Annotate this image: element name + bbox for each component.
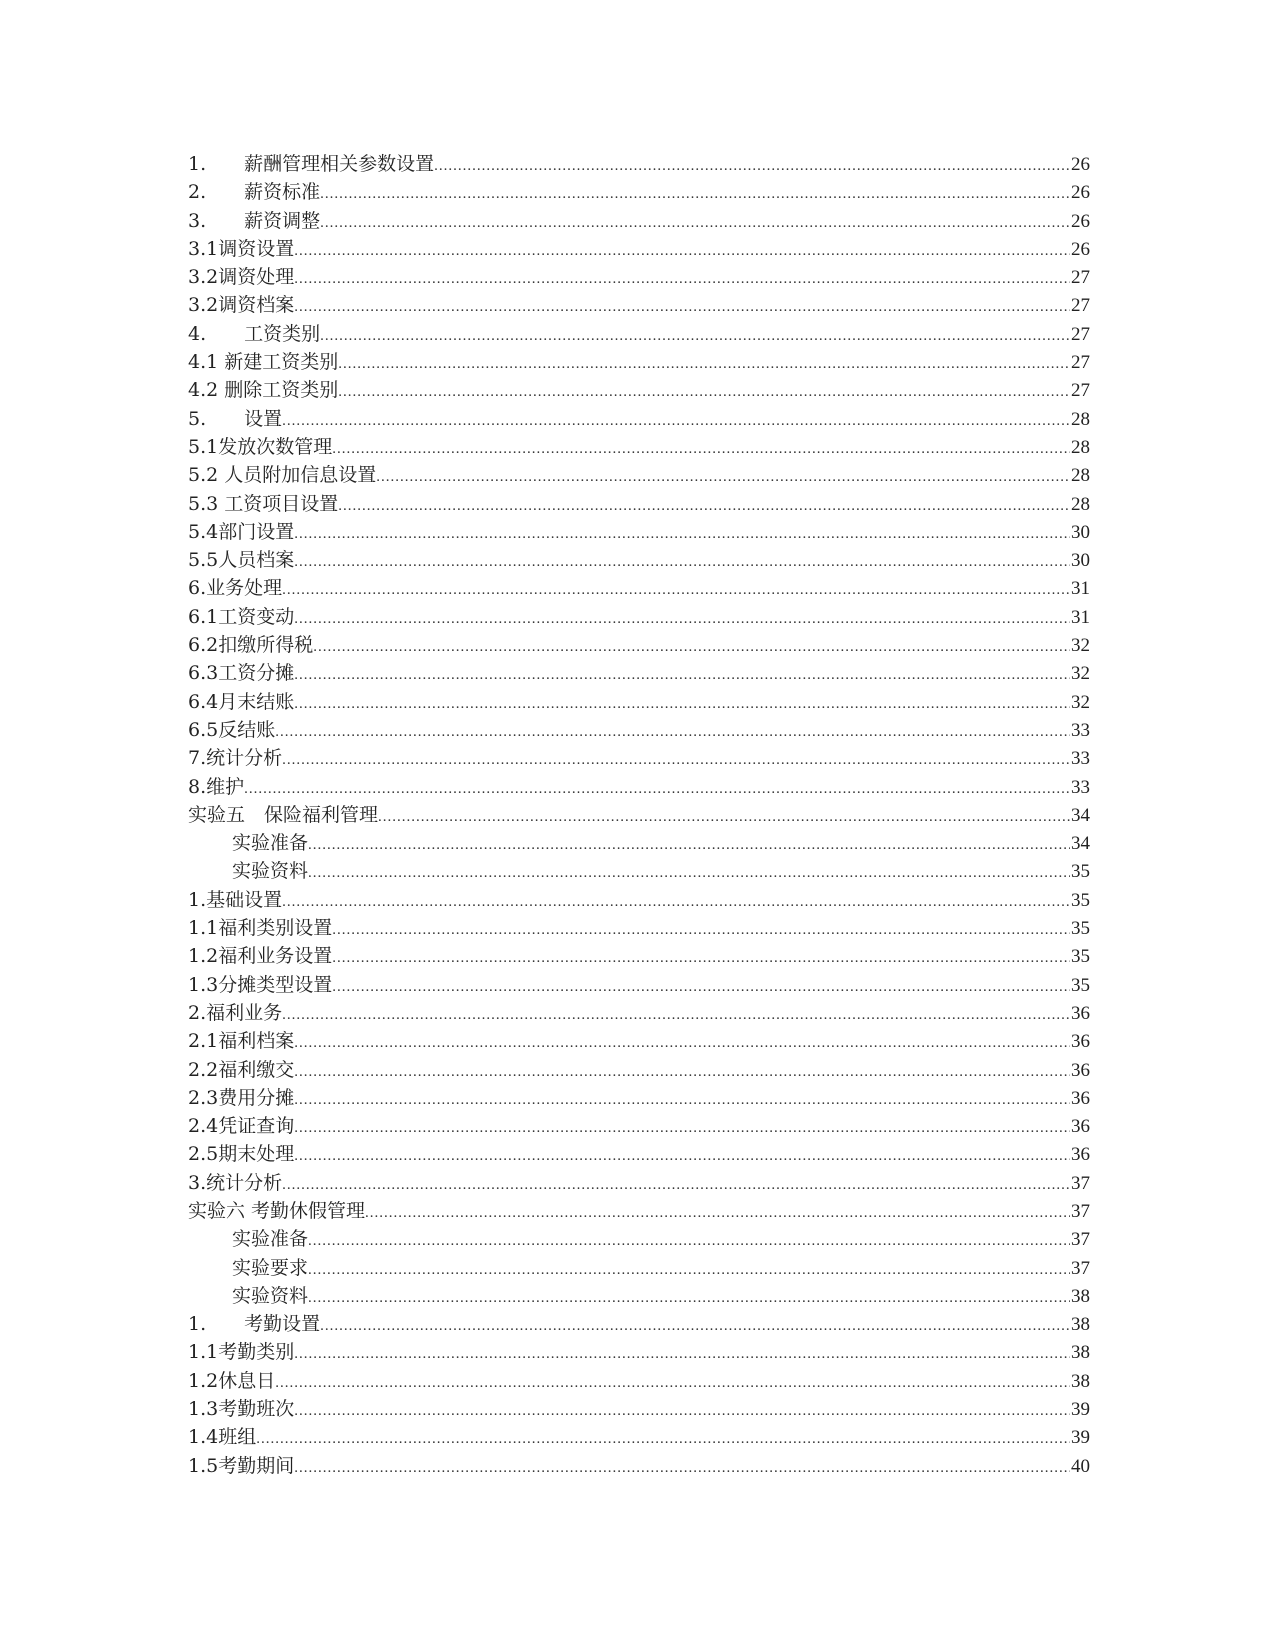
toc-entry[interactable] xyxy=(188,376,1090,404)
toc-entry-title: 3.2调资处理 xyxy=(188,266,295,289)
toc-leader-dots xyxy=(338,350,1070,378)
toc-page-number: 26 xyxy=(1071,210,1090,232)
toc-page-number: 35 xyxy=(1071,861,1090,883)
toc-page-number: 33 xyxy=(1071,776,1090,798)
toc-page-number: 30 xyxy=(1071,550,1090,572)
toc-leader-dots xyxy=(294,1454,1070,1482)
toc-leader-dots xyxy=(294,690,1070,718)
toc-leader-dots xyxy=(294,1086,1070,1114)
toc-entry[interactable] xyxy=(188,1169,1090,1197)
toc-entry-title: 2.5期末处理 xyxy=(188,1143,295,1166)
toc-entry-title: 2. 薪资标准 xyxy=(188,181,321,204)
toc-entry-title: 6.5反结账 xyxy=(188,718,276,741)
toc-leader-dots xyxy=(294,520,1070,548)
toc-entry-title: 2.1福利档案 xyxy=(188,1030,295,1053)
toc-page-number: 34 xyxy=(1071,833,1090,855)
toc-leader-dots xyxy=(308,1284,1070,1312)
toc-leader-dots xyxy=(308,1227,1070,1255)
toc-leader-dots xyxy=(282,888,1070,916)
toc-page-number: 34 xyxy=(1071,804,1090,826)
toc-entry[interactable] xyxy=(188,348,1090,376)
toc-leader-dots xyxy=(308,859,1070,887)
toc-entry-title: 4.2 删除工资类别 xyxy=(188,379,339,402)
toc-entry-title: 5.2 人员附加信息设置 xyxy=(188,464,377,487)
toc-leader-dots xyxy=(294,293,1070,321)
toc-entry[interactable] xyxy=(188,546,1090,574)
toc-entry-title: 5. 设置 xyxy=(188,407,283,430)
toc-leader-dots xyxy=(282,576,1070,604)
toc-page-number: 30 xyxy=(1071,521,1090,543)
toc-leader-dots xyxy=(294,265,1070,293)
toc-leader-dots xyxy=(338,378,1070,406)
toc-page-number: 37 xyxy=(1071,1200,1090,1222)
toc-entry-title: 实验准备 xyxy=(232,1228,309,1251)
toc-leader-dots xyxy=(320,209,1070,237)
toc-entry-title: 3.统计分析 xyxy=(188,1171,283,1194)
toc-entry[interactable] xyxy=(188,1112,1090,1140)
toc-entry-title: 1. 薪酬管理相关参数设置 xyxy=(188,153,435,175)
toc-page-number: 39 xyxy=(1071,1427,1090,1449)
toc-page-number: 39 xyxy=(1071,1399,1090,1421)
toc-entry-title: 实验资料 xyxy=(232,1284,309,1307)
toc-leader-dots xyxy=(338,492,1070,520)
toc-page-number: 32 xyxy=(1071,635,1090,657)
toc-page-number: 27 xyxy=(1071,323,1090,345)
toc-entry-title: 5.4部门设置 xyxy=(188,520,295,543)
toc-leader-dots xyxy=(275,1369,1070,1397)
toc-page-number: 32 xyxy=(1071,663,1090,685)
toc-entry[interactable] xyxy=(188,631,1090,659)
toc-leader-dots xyxy=(332,916,1070,944)
toc-entry-title: 2.2福利缴交 xyxy=(188,1058,295,1081)
toc-page-number: 40 xyxy=(1071,1455,1090,1477)
toc-entry-title: 1.1考勤类别 xyxy=(188,1341,295,1364)
toc-entry[interactable] xyxy=(188,773,1090,801)
toc-page-number: 28 xyxy=(1071,493,1090,515)
toc-entry-title: 3. 薪资调整 xyxy=(188,209,321,232)
toc-entry-title: 1.3考勤班次 xyxy=(188,1398,295,1421)
toc-entry-title: 实验五 保险福利管理 xyxy=(188,803,379,826)
toc-entry-title: 实验六 考勤休假管理 xyxy=(188,1199,366,1222)
toc-entry[interactable] xyxy=(188,1338,1090,1366)
toc-entry[interactable] xyxy=(188,1282,1090,1310)
toc-entry[interactable] xyxy=(188,1395,1090,1423)
toc-entry-title: 实验准备 xyxy=(232,832,309,855)
toc-entry[interactable] xyxy=(188,518,1090,546)
toc-page-number: 37 xyxy=(1071,1172,1090,1194)
toc-leader-dots xyxy=(320,1312,1070,1340)
toc-entry[interactable] xyxy=(188,405,1090,433)
toc-page-number: 28 xyxy=(1071,408,1090,430)
toc-entry[interactable] xyxy=(188,914,1090,942)
toc-page-number: 37 xyxy=(1071,1229,1090,1251)
toc-entry[interactable] xyxy=(188,829,1090,857)
toc-entry-title: 6.2扣缴所得税 xyxy=(188,634,314,657)
toc-entry[interactable] xyxy=(188,942,1090,970)
toc-page-number: 26 xyxy=(1071,182,1090,204)
toc-entry[interactable] xyxy=(188,1254,1090,1282)
toc-entry[interactable] xyxy=(188,1367,1090,1395)
toc-page-number: 27 xyxy=(1071,267,1090,289)
toc-entry[interactable] xyxy=(188,886,1090,914)
toc-page-number: 31 xyxy=(1071,606,1090,628)
toc-entry-title: 1.1福利类别设置 xyxy=(188,917,333,940)
toc-leader-dots xyxy=(365,1199,1070,1227)
toc-entry[interactable] xyxy=(188,178,1090,206)
toc-entry[interactable] xyxy=(188,433,1090,461)
toc-leader-dots xyxy=(294,1142,1070,1170)
toc-entry[interactable] xyxy=(188,574,1090,602)
toc-page-number: 31 xyxy=(1071,578,1090,600)
toc-entry[interactable] xyxy=(188,801,1090,829)
toc-leader-dots xyxy=(282,746,1070,774)
toc-leader-dots xyxy=(332,944,1070,972)
toc-leader-dots xyxy=(294,1340,1070,1368)
toc-entry[interactable] xyxy=(188,1225,1090,1253)
toc-entry-title: 3.2调资档案 xyxy=(188,294,295,317)
toc-entry-title: 6.1工资变动 xyxy=(188,605,295,628)
toc-page-number: 27 xyxy=(1071,352,1090,374)
toc-entry-title: 8.维护 xyxy=(188,775,245,798)
toc-entry-title: 3.1调资设置 xyxy=(188,237,295,260)
toc-page-number: 38 xyxy=(1071,1342,1090,1364)
toc-entry[interactable] xyxy=(188,744,1090,772)
toc-entry[interactable] xyxy=(188,1140,1090,1168)
toc-entry[interactable] xyxy=(188,150,1090,178)
toc-entry-title: 4. 工资类别 xyxy=(188,322,321,345)
toc-leader-dots xyxy=(294,1058,1070,1086)
toc-entry-title: 1.4班组 xyxy=(188,1426,257,1449)
toc-leader-dots xyxy=(332,435,1070,463)
toc-page-number: 36 xyxy=(1071,1116,1090,1138)
toc-entry[interactable] xyxy=(188,207,1090,235)
toc-page-number: 27 xyxy=(1071,380,1090,402)
toc-page-number: 35 xyxy=(1071,918,1090,940)
toc-leader-dots xyxy=(282,1171,1070,1199)
toc-page-number: 38 xyxy=(1071,1370,1090,1392)
toc-leader-dots xyxy=(376,463,1070,491)
toc-page-number: 36 xyxy=(1071,1031,1090,1053)
toc-entry[interactable] xyxy=(188,263,1090,291)
toc-page-number: 37 xyxy=(1071,1257,1090,1279)
toc-leader-dots xyxy=(282,407,1070,435)
toc-entry[interactable] xyxy=(188,999,1090,1027)
toc-entry-title: 2.4凭证查询 xyxy=(188,1115,295,1138)
toc-entry[interactable] xyxy=(188,490,1090,518)
toc-leader-dots xyxy=(320,322,1070,350)
toc-leader-dots xyxy=(294,1397,1070,1425)
toc-leader-dots xyxy=(308,1256,1070,1284)
toc-entry-title: 5.3 工资项目设置 xyxy=(188,492,339,515)
toc-entry[interactable] xyxy=(188,1027,1090,1055)
toc-leader-dots xyxy=(282,1001,1070,1029)
toc-page-number: 32 xyxy=(1071,691,1090,713)
toc-entry[interactable] xyxy=(188,716,1090,744)
toc-page-number: 28 xyxy=(1071,465,1090,487)
toc-page-number: 36 xyxy=(1071,1002,1090,1024)
toc-leader-dots xyxy=(434,152,1070,180)
toc-entry[interactable] xyxy=(188,857,1090,885)
toc-entry[interactable] xyxy=(188,1084,1090,1112)
toc-entry-title: 实验要求 xyxy=(232,1256,309,1279)
toc-page-number: 36 xyxy=(1071,1059,1090,1081)
toc-entry[interactable] xyxy=(188,291,1090,319)
toc-entry-title: 实验资料 xyxy=(232,860,309,883)
toc-entry-title: 6.4月末结账 xyxy=(188,690,295,713)
toc-page-number: 35 xyxy=(1071,889,1090,911)
toc-leader-dots xyxy=(332,973,1070,1001)
toc-page-number: 33 xyxy=(1071,719,1090,741)
toc-entry[interactable] xyxy=(188,235,1090,263)
toc-entry[interactable] xyxy=(188,971,1090,999)
toc-leader-dots xyxy=(294,605,1070,633)
toc-entry-title: 5.1发放次数管理 xyxy=(188,435,333,458)
toc-entry[interactable] xyxy=(188,461,1090,489)
toc-entry-title: 7.统计分析 xyxy=(188,747,283,770)
toc-leader-dots xyxy=(294,1029,1070,1057)
toc-entry[interactable] xyxy=(188,688,1090,716)
toc-page-number: 35 xyxy=(1071,946,1090,968)
toc-entry-title: 2.3费用分摊 xyxy=(188,1086,295,1109)
toc-leader-dots xyxy=(313,633,1070,661)
toc-leader-dots xyxy=(308,831,1070,859)
toc-entry[interactable] xyxy=(188,603,1090,631)
toc-page-number: 38 xyxy=(1071,1285,1090,1307)
toc-entry[interactable] xyxy=(188,1310,1090,1338)
toc-entry-title: 1.2福利业务设置 xyxy=(188,945,333,968)
toc-leader-dots xyxy=(256,1425,1070,1453)
toc-entry-title: 1.基础设置 xyxy=(188,888,283,911)
toc-entry[interactable] xyxy=(188,1056,1090,1084)
toc-page-number: 36 xyxy=(1071,1144,1090,1166)
toc-leader-dots xyxy=(294,548,1070,576)
toc-entry-title: 2.福利业务 xyxy=(188,1001,283,1024)
toc-page-number: 27 xyxy=(1071,295,1090,317)
toc-entry-title: 1.2休息日 xyxy=(188,1369,276,1392)
toc-entry[interactable] xyxy=(188,1197,1090,1225)
toc-page-number: 35 xyxy=(1071,974,1090,996)
toc-entry[interactable] xyxy=(188,659,1090,687)
toc-page-number: 26 xyxy=(1071,154,1090,175)
toc-entry-title: 1. 考勤设置 xyxy=(188,1313,321,1336)
toc-page-number: 26 xyxy=(1071,238,1090,260)
toc-leader-dots xyxy=(275,718,1070,746)
toc-page-number: 28 xyxy=(1071,436,1090,458)
toc-entry-title: 6.3工资分摊 xyxy=(188,662,295,685)
toc-entry[interactable] xyxy=(188,1423,1090,1451)
toc-entry-title: 4.1 新建工资类别 xyxy=(188,351,339,374)
toc-page-number: 36 xyxy=(1071,1087,1090,1109)
toc-entry-title: 5.5人员档案 xyxy=(188,549,295,572)
table-of-contents xyxy=(188,150,1090,1480)
toc-entry[interactable] xyxy=(188,1452,1090,1480)
toc-leader-dots xyxy=(294,237,1070,265)
toc-entry[interactable] xyxy=(188,320,1090,348)
toc-leader-dots xyxy=(294,661,1070,689)
toc-page-number: 33 xyxy=(1071,748,1090,770)
toc-leader-dots xyxy=(378,803,1070,831)
toc-leader-dots xyxy=(294,1114,1070,1142)
toc-leader-dots xyxy=(244,775,1070,803)
toc-entry-title: 1.5考勤期间 xyxy=(188,1454,295,1477)
toc-entry-title: 1.3分摊类型设置 xyxy=(188,973,333,996)
toc-page-number: 38 xyxy=(1071,1314,1090,1336)
toc-leader-dots xyxy=(320,180,1070,208)
toc-entry-title: 6.业务处理 xyxy=(188,577,283,600)
